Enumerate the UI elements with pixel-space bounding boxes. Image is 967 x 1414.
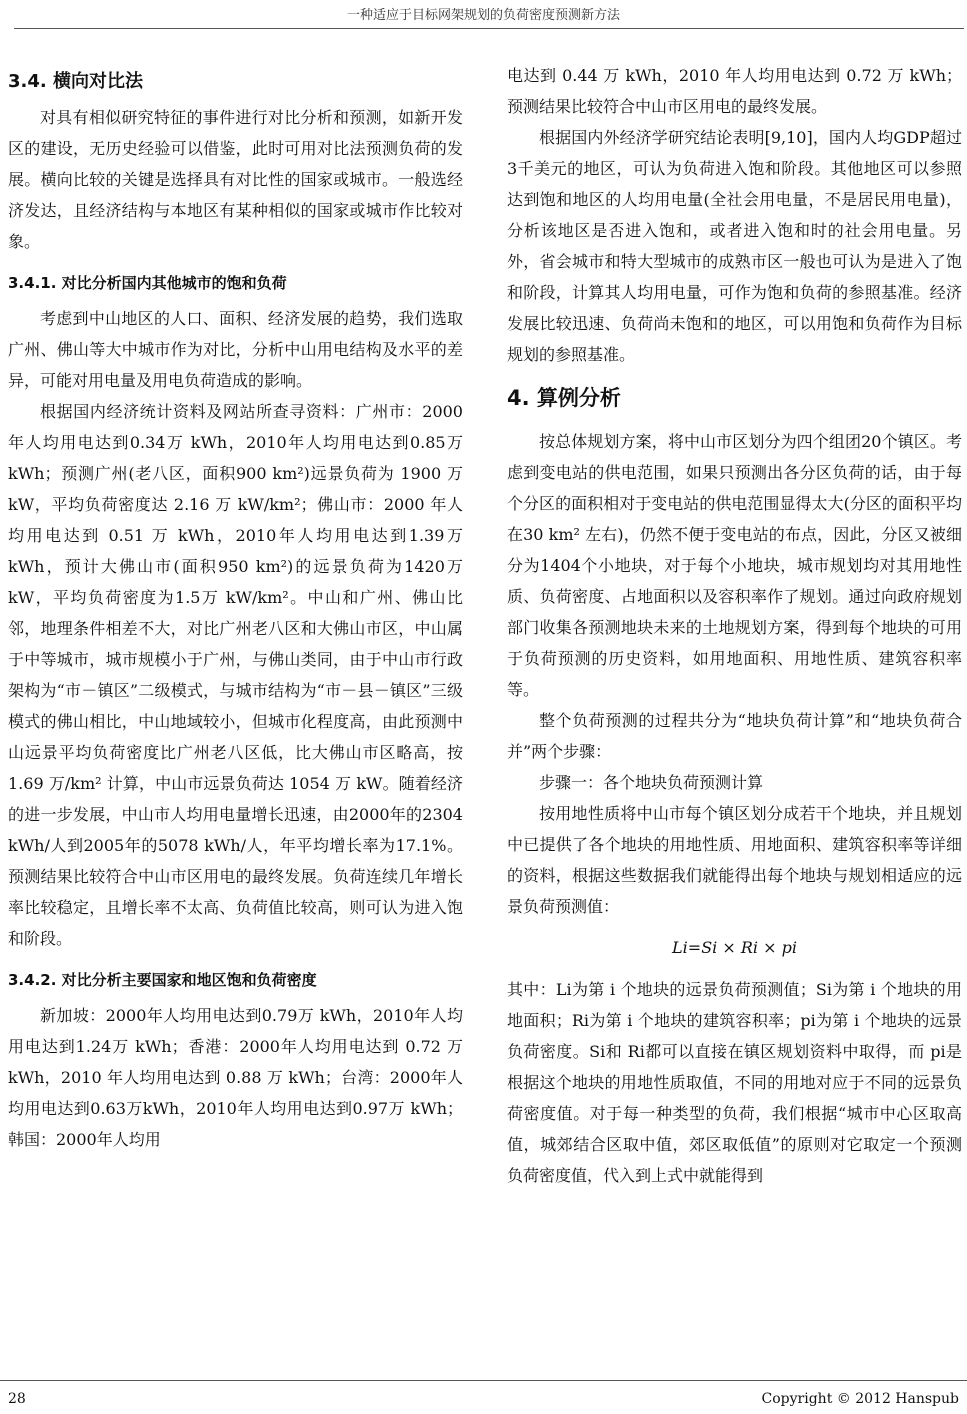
section-3-4-1-paragraph-2: 根据国内经济统计资料及网站所查寻资料：广州市：2000年人均用电达到0.34万 kWh，2010年人均用电达到0.85万 kWh；预测广州(老八区，面积900 km²)远景负荷为 1900 万 kW，平均负荷密度达 2.16 万 kW/km²；佛山市：2000 年人均用电达到 0.51 万 kWh，2010年人均用电达到1.39万kWh，预计大佛山市(面积950 km²)的远景负荷为1420万 kW，平均负荷密度为1.5万 kW/km²。中山和广州、佛山比邻，地理条件相差不大，对比广州老八区和大佛山市区，中山属于中等城市，城市规模小于广州，与佛山类同，由于中山市行政架构为“市－镇区”二级模式，与城市结构为“市－县－镇区”三级模式的佛山相比，中山地域较小，但城市化程度高，由此预测中山远景平均负荷密度比广州老八区低，比大佛山市区略高，按1.69 万/km² 计算，中山市远景负荷达 1054 万 kW。随着经济的进一步发展，中山市人均用电量增长迅速，由2000年的2304 kWh/人到2005年的5078 kWh/人，年平均增长率为17.1%。预测结果比较符合中山市区用电的最终发展。负荷连续几年增长率比较稳定，且增长率不太高、负荷值比较高，则可认为进入饱和阶段。 [8,402,463,948]
section-4-title: 4. 算例分析 [507,386,621,410]
left-column [8,62,463,1155]
section-3-4-1-title: 3.4.1. 对比分析国内其他城市的饱和负荷 [8,274,287,292]
section-3-4-title: 3.4. 横向对比法 [8,71,143,92]
load-formula: Li=Si × Ri × pi [672,938,797,957]
continued-paragraph: 电达到 0.44 万 kWh，2010 年人均用电达到 0.72 万 kWh；预测结果比较符合中山市区用电的最终发展。 [507,66,962,116]
section-3-4-2-paragraph: 新加坡：2000年人均用电达到0.79万 kWh，2010年人均用电达到1.24万 kWh；香港：2000年人均用电达到 0.72 万 kWh，2010 年人均用电达到 0.88 万 kWh；台湾：2000年人均用电达到0.63万kWh，2010年人均用电达到0.97万 kWh；韩国：2000年人均用 [8,1006,463,1149]
right-column [507,60,962,1191]
section-4-paragraph-1: 按总体规划方案，将中山市区划分为四个组团20个镇区。考虑到变电站的供电范围，如果只预测出各分区负荷的话，由于每个分区的面积相对于变电站的供电范围显得太大(分区的面积平均在30 km² 左右)，仍然不便于变电站的布点，因此，分区又被细分为1404个小地块，对于每个小地块，城市规划均对其用地性质、负荷密度、占地面积以及容积率作了规划。通过向政府规划部门收集各预测地块未来的土地规划方案，得到每个地块的可用于负荷预测的历史资料，如用地面积、用地性质、建筑容积率等。 [507,432,962,699]
formula-explanation: 其中：Li为第 i 个地块的远景负荷预测值；Si为第 i 个地块的用地面积；Ri为第 i 个地块的建筑容积率；pi为第 i 个地块的远景负荷密度。Si和 Ri都可以直接在镇区规划资料中取得，而 pi是根据这个地块的用地性质取值，不同的用地对应于不同的远景负荷密度值。对于每一种类型的负荷，我们根据“城市中心区取高值，城郊结合区取中值，郊区取低值”的原则对它取定一个预测负荷密度值，代入到上式中就能得到 [507,980,962,1185]
section-4-paragraph-2: 整个负荷预测的过程共分为“地块负荷计算”和“地块负荷合并”两个步骤： [507,711,962,761]
page-number: 28 [8,1391,26,1407]
running-header: 一种适应于目标网架规划的负荷密度预测新方法 [346,8,620,23]
step-one-label: 步骤一：各个地块负荷预测计算 [539,773,764,792]
footer-rule [0,1380,967,1381]
header-rule [14,28,964,29]
copyright-notice: Copyright © 2012 Hanspub [761,1391,959,1407]
section-3-4-1-paragraph-1: 考虑到中山地区的人口、面积、经济发展的趋势，我们选取广州、佛山等大中城市作为对比，分析中山用电结构及水平的差异，可能对用电量及用电负荷造成的影响。 [8,309,463,390]
section-3-4-2-title: 3.4.2. 对比分析主要国家和地区饱和负荷密度 [8,971,317,989]
section-3-4-paragraph: 对具有相似研究特征的事件进行对比分析和预测，如新开发区的建设，无历史经验可以借鉴，此时可用对比法预测负荷的发展。横向比较的关键是选择具有对比性的国家或城市。一般选经济发达，且经济结构与本地区有某种相似的国家或城市作比较对象。 [8,108,463,251]
saturation-paragraph: 根据国内外经济学研究结论表明[9,10]，国内人均GDP超过3千美元的地区，可认为负荷进入饱和阶段。其他地区可以参照达到饱和地区的人均用电量(全社会用电量，不是居民用电量)，分析该地区是否进入饱和，或者进入饱和时的社会用电量。另外，省会城市和特大型城市的成熟市区一般也可认为是进入了饱和阶段，计算其人均用电量，可作为饱和负荷的参照基准。经济发展比较迅速、负荷尚未饱和的地区，可以用饱和负荷作为目标规划的参照基准。 [507,128,962,364]
section-4-paragraph-3: 按用地性质将中山市每个镇区划分成若干个地块，并且规划中已提供了各个地块的用地性质、用地面积、建筑容积率等详细的资料，根据这些数据我们就能得出每个地块与规划相适应的远景负荷预测值： [507,804,962,916]
